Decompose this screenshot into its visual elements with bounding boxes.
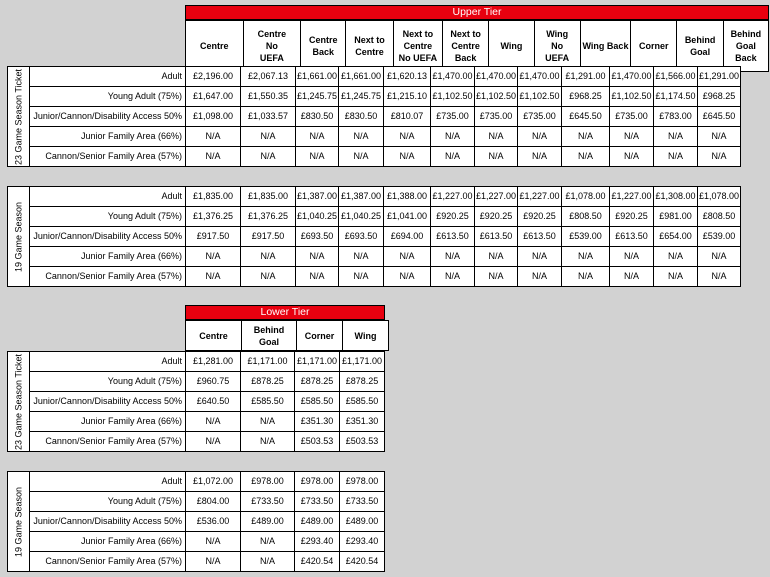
upper-tier-title: Upper Tier [185,5,769,20]
price-cell: £1,308.00 [654,187,698,207]
price-cell: £920.25 [475,207,518,227]
price-cell: £1,033.57 [241,107,296,127]
column-header: Centre [186,21,244,72]
price-cell: £735.00 [518,107,562,127]
price-cell: £878.25 [295,372,340,392]
upper-23-game-table [7,66,741,167]
price-cell: N/A [186,247,241,267]
row-label: Adult [30,187,186,207]
table-row [8,532,385,552]
price-cell: N/A [241,147,296,167]
price-cell: £878.25 [241,372,295,392]
price-cell: £503.53 [295,432,340,452]
price-cell: £1,470.00 [475,67,518,87]
price-cell: £539.00 [698,227,741,247]
price-cell: £804.00 [186,492,241,512]
price-cell: £1,078.00 [698,187,741,207]
row-label: Junior Family Area (66%) [30,247,186,267]
price-cell: £1,040.25 [339,207,384,227]
price-cell: £1,227.00 [610,187,654,207]
row-label: Junior/Cannon/Disability Access 50% [30,512,186,532]
price-cell: £1,291.00 [562,67,610,87]
lower-tier-header [185,305,385,351]
price-cell: £693.50 [339,227,384,247]
price-cell: N/A [339,127,384,147]
price-cell: £1,245.75 [296,87,339,107]
price-cell: £2,196.00 [186,67,241,87]
price-cell: £1,174.50 [654,87,698,107]
section-label [8,67,30,167]
row-label: Young Adult (75%) [30,207,186,227]
column-header: Next to Centre [346,21,393,72]
column-header: Behind Goal [242,321,297,351]
price-cell: N/A [186,147,241,167]
price-cell: £1,550.35 [241,87,296,107]
price-cell: £1,245.75 [339,87,384,107]
price-cell: £1,102.50 [475,87,518,107]
price-cell: £1,835.00 [186,187,241,207]
column-header: Wing [489,21,534,72]
price-cell: £536.00 [186,512,241,532]
price-cell: £2,067.13 [241,67,296,87]
row-label: Adult [30,67,186,87]
price-cell: £1,387.00 [296,187,339,207]
price-cell: N/A [562,147,610,167]
price-cell: £968.25 [562,87,610,107]
price-cell: N/A [384,147,431,167]
price-cell: £1,171.00 [241,352,295,372]
price-cell: N/A [610,127,654,147]
row-label: Cannon/Senior Family Area (57%) [30,552,186,572]
price-cell: N/A [654,147,698,167]
price-cell: £585.50 [295,392,340,412]
price-cell: N/A [186,432,241,452]
table-row [8,372,385,392]
upper-tier-header [185,5,769,72]
column-header: Corner [631,21,677,72]
price-cell: £1,566.00 [654,67,698,87]
price-cell: N/A [186,267,241,287]
price-cell: £489.00 [340,512,385,532]
lower-23-game-table [7,351,385,452]
price-cell: £917.50 [186,227,241,247]
row-label: Junior/Cannon/Disability Access 50% [30,227,186,247]
section-label-text: 23 Game Season Ticket [13,353,23,450]
price-cell: N/A [431,127,475,147]
price-cell: £978.00 [241,472,295,492]
price-cell: £654.00 [654,227,698,247]
price-cell: £1,647.00 [186,87,241,107]
price-cell: £420.54 [340,552,385,572]
price-cell: N/A [475,267,518,287]
price-cell: £1,470.00 [610,67,654,87]
price-cell: £1,227.00 [518,187,562,207]
price-cell: £733.50 [340,492,385,512]
table-row [8,147,741,167]
price-cell: £808.50 [562,207,610,227]
price-cell: £808.50 [698,207,741,227]
row-label: Adult [30,472,186,492]
table-row [8,67,741,87]
price-cell: N/A [610,267,654,287]
price-cell: N/A [296,267,339,287]
price-cell: £503.53 [340,432,385,452]
column-header: Corner [297,321,343,351]
price-cell: N/A [475,147,518,167]
column-header: Centre [186,321,242,351]
price-cell: N/A [339,267,384,287]
price-cell: £783.00 [654,107,698,127]
price-cell: N/A [384,127,431,147]
row-label: Cannon/Senior Family Area (57%) [30,267,186,287]
price-cell: N/A [654,267,698,287]
price-cell: N/A [562,127,610,147]
price-cell: £645.50 [562,107,610,127]
price-cell: £1,102.50 [431,87,475,107]
price-cell: N/A [610,147,654,167]
price-cell: £917.50 [241,227,296,247]
row-label: Junior/Cannon/Disability Access 50% [30,392,186,412]
row-label: Cannon/Senior Family Area (57%) [30,147,186,167]
price-cell: N/A [698,147,741,167]
price-cell: £613.50 [610,227,654,247]
price-cell: £1,470.00 [431,67,475,87]
section-label-text: 19 Game Season [13,486,23,557]
price-cell: £1,171.00 [340,352,385,372]
column-header: Behind Goal Back [723,21,768,72]
price-cell: £810.07 [384,107,431,127]
price-cell: N/A [475,127,518,147]
price-cell: N/A [431,247,475,267]
price-cell: £735.00 [431,107,475,127]
row-label: Adult [30,352,186,372]
price-cell: £420.54 [295,552,340,572]
row-label: Young Adult (75%) [30,492,186,512]
column-header: Next to Centre Back [443,21,489,72]
price-cell: £1,040.25 [296,207,339,227]
price-cell: £613.50 [475,227,518,247]
price-cell: N/A [562,247,610,267]
table-row [8,552,385,572]
row-label: Junior Family Area (66%) [30,127,186,147]
price-cell: £1,281.00 [186,352,241,372]
price-cell: N/A [654,247,698,267]
price-cell: £830.50 [339,107,384,127]
price-cell: £1,835.00 [241,187,296,207]
price-cell: N/A [518,147,562,167]
price-cell: N/A [339,147,384,167]
price-cell: £1,620.13 [384,67,431,87]
table-row [8,472,385,492]
price-cell: £613.50 [431,227,475,247]
table-row [8,247,741,267]
price-table [7,66,741,167]
price-cell: £735.00 [610,107,654,127]
price-cell: £1,078.00 [562,187,610,207]
price-cell: £1,470.00 [518,67,562,87]
price-cell: £1,376.25 [186,207,241,227]
price-cell: £1,041.00 [384,207,431,227]
price-cell: £1,215.10 [384,87,431,107]
price-cell: N/A [241,412,295,432]
price-cell: N/A [186,127,241,147]
table-row [8,127,741,147]
price-cell: £968.25 [698,87,741,107]
price-cell: N/A [241,267,296,287]
section-label-text: 19 Game Season [13,201,23,272]
price-cell: £585.50 [241,392,295,412]
price-cell: N/A [698,247,741,267]
price-cell: £1,171.00 [295,352,340,372]
price-cell: £733.50 [241,492,295,512]
price-cell: £1,661.00 [339,67,384,87]
row-label: Junior Family Area (66%) [30,412,186,432]
price-cell: N/A [518,247,562,267]
price-cell: £489.00 [295,512,340,532]
price-cell: £539.00 [562,227,610,247]
price-cell: £920.25 [610,207,654,227]
price-cell: N/A [431,267,475,287]
upper-column-headers [185,20,769,72]
price-cell: £735.00 [475,107,518,127]
price-cell: N/A [384,247,431,267]
price-cell: £693.50 [296,227,339,247]
table-row [8,267,741,287]
price-cell: £640.50 [186,392,241,412]
lower-tier-title: Lower Tier [185,305,385,320]
price-cell: £1,072.00 [186,472,241,492]
price-cell: £1,661.00 [296,67,339,87]
table-row [8,352,385,372]
price-cell: N/A [186,552,241,572]
table-row [8,87,741,107]
row-label: Young Adult (75%) [30,87,186,107]
price-cell: N/A [241,532,295,552]
table-row [8,492,385,512]
price-cell: N/A [698,127,741,147]
price-table [7,186,741,287]
column-header: Wing No UEFA [534,21,580,72]
price-cell: £1,102.50 [518,87,562,107]
column-header: Behind Goal [677,21,723,72]
row-label: Junior/Cannon/Disability Access 50% [30,107,186,127]
price-cell: £878.25 [340,372,385,392]
price-cell: £920.25 [431,207,475,227]
price-cell: N/A [296,147,339,167]
lower-19-game-table [7,471,385,572]
lower-column-headers [185,320,389,351]
price-cell: £351.30 [295,412,340,432]
price-cell: £1,227.00 [431,187,475,207]
price-cell: £978.00 [295,472,340,492]
price-table [7,351,385,452]
row-label: Cannon/Senior Family Area (57%) [30,432,186,452]
price-cell: N/A [241,552,295,572]
price-cell: £978.00 [340,472,385,492]
section-label [8,187,30,287]
column-header: Centre Back [301,21,346,72]
table-row [8,412,385,432]
price-cell: £645.50 [698,107,741,127]
price-cell: £1,388.00 [384,187,431,207]
price-cell: £1,376.25 [241,207,296,227]
price-cell: N/A [518,267,562,287]
price-cell: N/A [562,267,610,287]
section-label-text: 23 Game Season Ticket [13,68,23,165]
section-label [8,352,30,452]
table-row [8,227,741,247]
price-cell: N/A [186,412,241,432]
price-cell: N/A [610,247,654,267]
price-cell: N/A [296,247,339,267]
price-cell: £920.25 [518,207,562,227]
price-cell: £1,098.00 [186,107,241,127]
price-cell: N/A [339,247,384,267]
price-cell: N/A [384,267,431,287]
price-cell: £981.00 [654,207,698,227]
price-cell: £585.50 [340,392,385,412]
table-row [8,207,741,227]
price-cell: £1,387.00 [339,187,384,207]
price-cell: £830.50 [296,107,339,127]
price-cell: N/A [475,247,518,267]
section-label [8,472,30,572]
price-cell: N/A [296,127,339,147]
price-table [7,471,385,572]
column-header: Centre No UEFA [243,21,301,72]
price-cell: £1,102.50 [610,87,654,107]
price-cell: £960.75 [186,372,241,392]
price-cell: N/A [698,267,741,287]
price-cell: £489.00 [241,512,295,532]
table-row [8,392,385,412]
price-cell: £613.50 [518,227,562,247]
column-header: Next to Centre No UEFA [393,21,442,72]
price-cell: N/A [241,247,296,267]
table-row [8,187,741,207]
price-cell: N/A [241,127,296,147]
price-cell: £733.50 [295,492,340,512]
price-cell: N/A [518,127,562,147]
price-cell: £293.40 [340,532,385,552]
price-cell: N/A [654,127,698,147]
price-cell: N/A [241,432,295,452]
price-cell: N/A [186,532,241,552]
price-cell: £293.40 [295,532,340,552]
table-row [8,107,741,127]
column-header: Wing Back [580,21,630,72]
price-cell: £1,227.00 [475,187,518,207]
table-row [8,512,385,532]
table-row [8,432,385,452]
row-label: Young Adult (75%) [30,372,186,392]
price-cell: £351.30 [340,412,385,432]
price-cell: N/A [431,147,475,167]
column-header: Wing [343,321,389,351]
row-label: Junior Family Area (66%) [30,532,186,552]
price-cell: £694.00 [384,227,431,247]
price-cell: £1,291.00 [698,67,741,87]
upper-19-game-table [7,186,741,287]
